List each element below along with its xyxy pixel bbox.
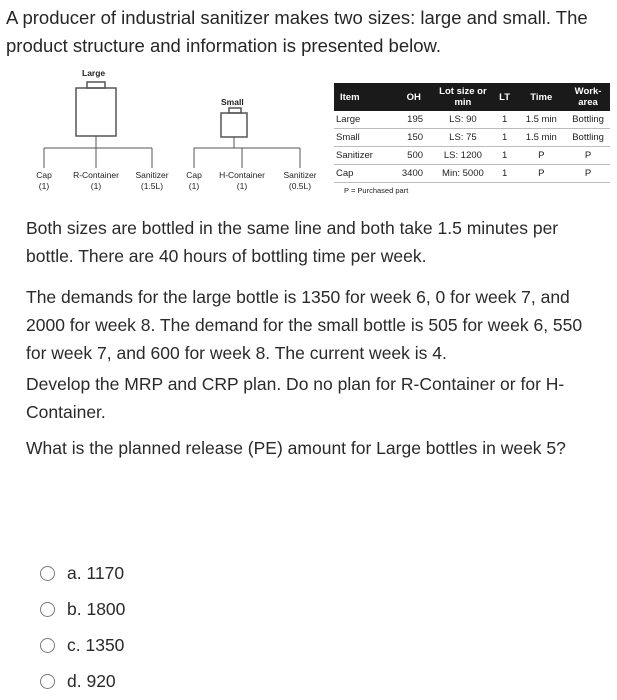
option-label: d. 920	[67, 670, 116, 691]
tree-node: Cap (1)	[186, 170, 202, 191]
header-item: Item	[334, 83, 395, 111]
small-bottle-icon	[221, 108, 247, 137]
question-text: What is the planned release (PE) amount for Large bottles in week 5?	[26, 438, 566, 458]
tree-node: Sanitizer (0.5L)	[283, 170, 317, 191]
header-lot-size: Lot size or min	[433, 83, 493, 111]
tree-node: H-Container (1)	[219, 170, 265, 191]
item-table-container	[334, 83, 610, 195]
tree-node: R-Container (1)	[73, 170, 119, 191]
header-lt: LT	[493, 83, 517, 111]
large-bottle-icon	[76, 82, 116, 136]
table-row: Large 195 LS: 90 1 1.5 min Bottling	[334, 111, 610, 129]
tree-node: Sanitizer (1.5L)	[135, 170, 169, 191]
radio-button[interactable]	[40, 674, 55, 689]
paragraph-bottling: Both sizes are bottled in the same line and both take 1.5 minutes per bottle. There are 40 hours of bottling time per week.	[26, 218, 559, 266]
option-label: c. 1350	[67, 634, 125, 655]
intro-text: A producer of industrial sanitizer makes two sizes: large and small. The product structure and information is presented below.	[6, 7, 588, 56]
header-work-area: Work-area	[566, 83, 610, 111]
table-row: Small 150 LS: 75 1 1.5 min Bottling	[334, 129, 610, 147]
item-table	[334, 83, 610, 183]
large-label: Large	[82, 68, 106, 78]
answer-option-b[interactable]	[40, 597, 125, 621]
paragraph-demands: The demands for the large bottle is 1350 for week 6, 0 for week 7, and 2000 for week 8. The demand for the small bottle is 505 for week 6, 550 for week 7, and 600 for week 8. The current week is 4.	[26, 287, 583, 363]
table-row: Sanitizer 500 LS: 1200 1 P P	[334, 147, 610, 165]
answer-option-d[interactable]	[40, 669, 116, 693]
tree-node: Cap (1)	[36, 170, 52, 191]
table-footnote: P = Purchased part	[344, 186, 409, 195]
header-oh: OH	[395, 83, 433, 111]
product-structure-diagram	[0, 62, 330, 202]
paragraph-instructions: Develop the MRP and CRP plan. Do no plan for R-Container or for H-Container.	[26, 374, 565, 422]
answer-option-c[interactable]	[40, 633, 124, 657]
table-row: Cap 3400 Min: 5000 1 P P	[334, 165, 610, 183]
radio-button[interactable]	[40, 638, 55, 653]
option-label: a. 1170	[67, 562, 125, 583]
radio-button[interactable]	[40, 602, 55, 617]
table-header-row	[334, 83, 610, 111]
option-label: b. 1800	[67, 598, 126, 619]
answer-option-a[interactable]	[40, 561, 124, 585]
header-time: Time	[516, 83, 566, 111]
small-label: Small	[221, 97, 244, 107]
radio-button[interactable]	[40, 566, 55, 581]
